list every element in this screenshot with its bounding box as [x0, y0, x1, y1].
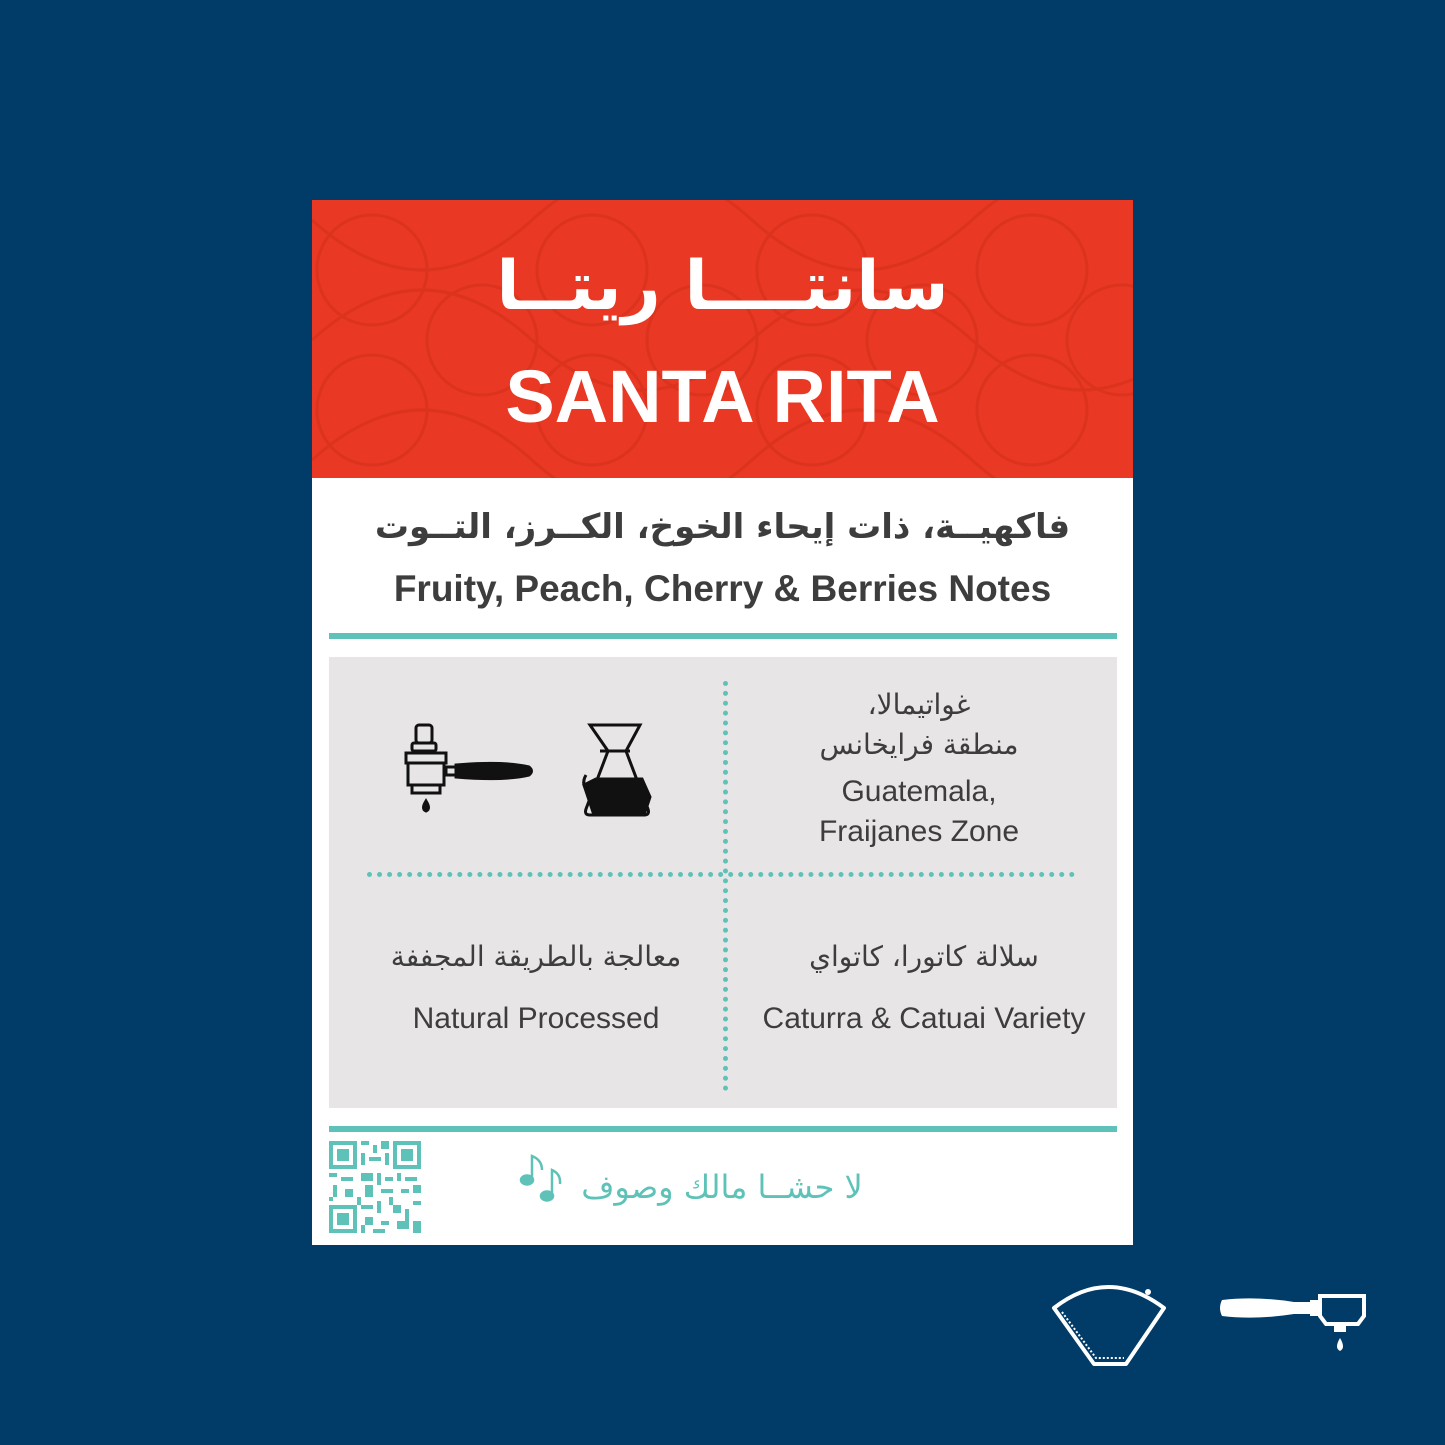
espresso-portafilter-icon	[406, 725, 532, 811]
footer-lyric-arabic: لا حشــا مالك وصوف	[581, 1168, 863, 1206]
process-arabic: معالجة بالطريقة المجففة	[390, 940, 682, 973]
brew-methods-icons	[404, 723, 664, 833]
vertical-dotted-divider	[723, 681, 728, 1091]
origin-english-line2: Fraijanes Zone	[818, 815, 1020, 848]
product-name-arabic: سانتــــا ريتــا	[496, 247, 949, 326]
qr-code[interactable]	[329, 1141, 421, 1233]
origin-arabic-line2: منطقة فرايخانس	[819, 728, 1019, 761]
variety-arabic: سلالة كاتورا، كاتواي	[809, 940, 1039, 973]
process-english: Natural Processed	[412, 1002, 660, 1035]
horizontal-dotted-divider	[367, 872, 1075, 877]
portafilter-icon	[1216, 1290, 1366, 1360]
tasting-notes-english: Fruity, Peach, Cherry & Berries Notes	[393, 568, 1052, 609]
divider-bottom	[329, 1126, 1117, 1132]
coffee-label-card	[312, 200, 1133, 1245]
title-banner	[312, 200, 1133, 478]
tasting-notes-arabic: فاكهيــة، ذات إيحاء الخوخ، الكــرز، التــوت	[374, 507, 1071, 547]
product-name-english: SANTA RITA	[505, 355, 940, 438]
origin-arabic-line1: غواتيمالا،	[867, 688, 971, 721]
chemex-icon	[584, 725, 650, 815]
variety-english: Caturra & Catuai Variety	[762, 1002, 1086, 1035]
info-grid	[329, 657, 1117, 1108]
pour-over-filter-icon	[1050, 1284, 1170, 1368]
divider-top	[329, 633, 1117, 639]
origin-english-line1: Guatemala,	[841, 775, 997, 808]
